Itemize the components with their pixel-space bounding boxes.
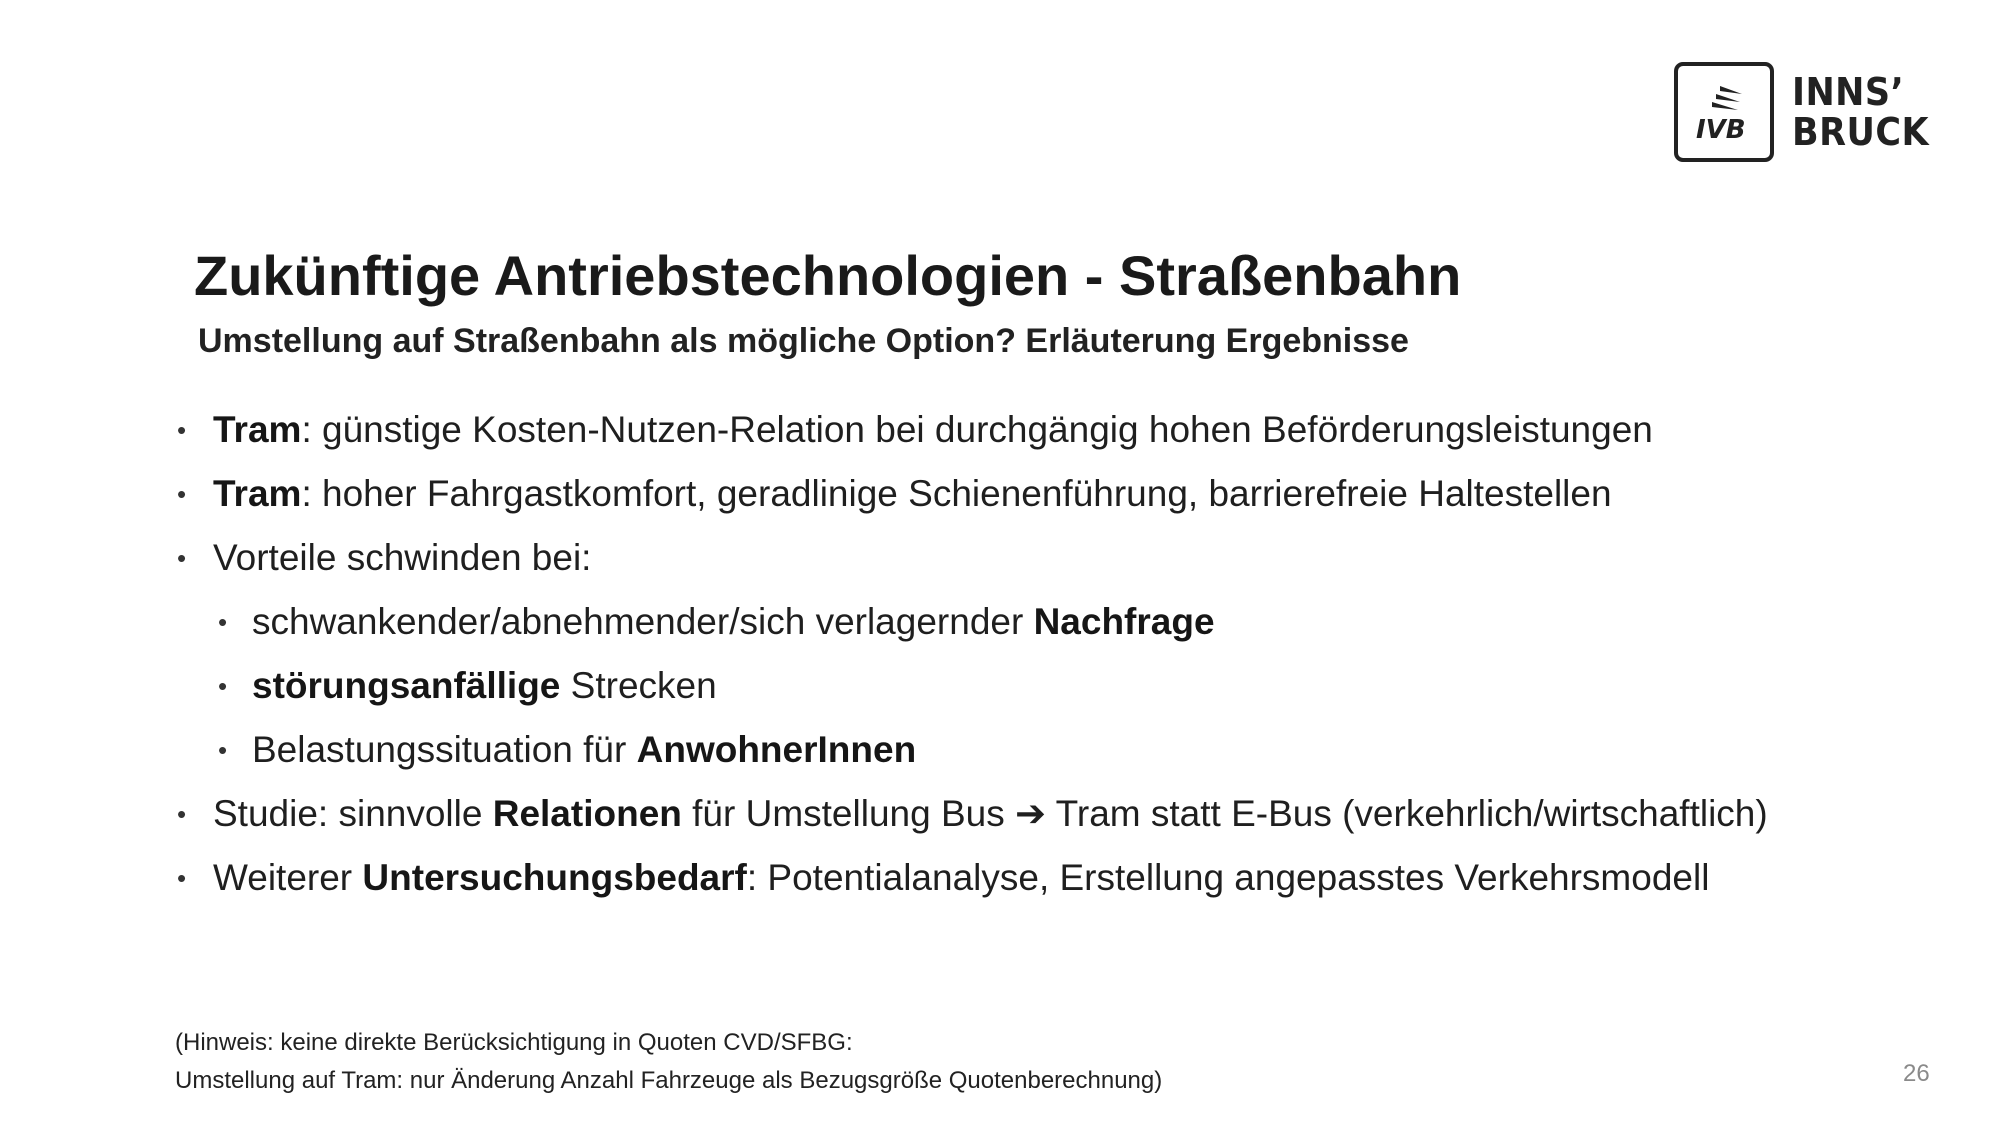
- ivb-swoosh-icon: [1690, 80, 1760, 144]
- bullet-text: : hoher Fahrgastkomfort, geradlinige Schienenführung, barrierefreie Haltestellen: [301, 473, 1612, 514]
- bullet-text: : Potentialanalyse, Erstellung angepasstes Verkehrsmodell: [746, 857, 1710, 898]
- bullet-dot: •: [218, 671, 228, 701]
- ivb-innsbruck-logo: [1674, 62, 1941, 162]
- innsbruck-wordmark: [1792, 72, 1929, 152]
- arrow-right-icon: ➔: [1015, 793, 1047, 834]
- sub-bullet-item: [218, 600, 1215, 644]
- bullet-bold-term: Untersuchungsbedarf: [362, 857, 747, 898]
- bullet-bold-term: Nachfrage: [1033, 601, 1215, 642]
- bullet-bold-term: Tram: [213, 409, 302, 450]
- bullet-dot: •: [218, 735, 228, 765]
- bullet-bold-term: AnwohnerInnen: [636, 729, 917, 770]
- bullet-dot: •: [177, 799, 187, 829]
- bullet-text: Strecken: [560, 665, 717, 706]
- bullet-text: Vorteile schwinden bei:: [213, 537, 592, 578]
- bullet-item: [177, 536, 592, 580]
- slide-title: Zukünftige Antriebstechnologien - Straßenbahn: [194, 244, 1462, 307]
- bullet-text: Belastungssituation für: [252, 729, 637, 770]
- bullet-item: [177, 408, 1653, 452]
- bullet-dot: •: [177, 415, 187, 445]
- sub-bullet-item: [218, 728, 917, 772]
- bullet-text: : günstige Kosten-Nutzen-Relation bei durchgängig hohen Beförderungsleistungen: [301, 409, 1653, 450]
- bullet-text: schwankender/abnehmender/sich verlagernder: [252, 601, 1034, 642]
- bullet-bold-term: Tram: [213, 473, 302, 514]
- ivb-logo-mark: [1674, 62, 1774, 162]
- bullet-bold-term: störungsanfällige: [252, 665, 561, 706]
- bullet-text: Weiterer: [213, 857, 363, 898]
- bullet-dot: •: [177, 863, 187, 893]
- bullet-text: Studie: sinnvolle: [213, 793, 493, 834]
- page-number: 26: [1903, 1060, 1930, 1087]
- sub-bullet-item: [218, 664, 717, 708]
- bullet-bold-term: Relationen: [492, 793, 682, 834]
- bullet-text: Tram statt E-Bus (verkehrlich/wirtschaftlich): [1046, 793, 1768, 834]
- bullet-text: für Umstellung Bus: [681, 793, 1016, 834]
- bullet-dot: •: [177, 543, 187, 573]
- ivb-mark-text: IVB: [1696, 115, 1746, 144]
- footnote-line: (Hinweis: keine direkte Berücksichtigung in Quoten CVD/SFBG:: [175, 1029, 853, 1056]
- bullet-item: [177, 472, 1612, 516]
- bullet-dot: •: [177, 479, 187, 509]
- footnote-line: Umstellung auf Tram: nur Änderung Anzahl Fahrzeuge als Bezugsgröße Quotenberechnung): [175, 1067, 1163, 1094]
- slide-subtitle: Umstellung auf Straßenbahn als mögliche Option? Erläuterung Ergebnisse: [198, 322, 1409, 360]
- bullet-dot: •: [218, 607, 228, 637]
- footnote: [175, 1024, 1162, 1100]
- bullet-item: [177, 792, 1768, 836]
- bullet-item: [177, 856, 1710, 900]
- logo-text-line2: BRUCK: [1792, 110, 1930, 154]
- logo-text-line1: INNS’: [1792, 70, 1905, 114]
